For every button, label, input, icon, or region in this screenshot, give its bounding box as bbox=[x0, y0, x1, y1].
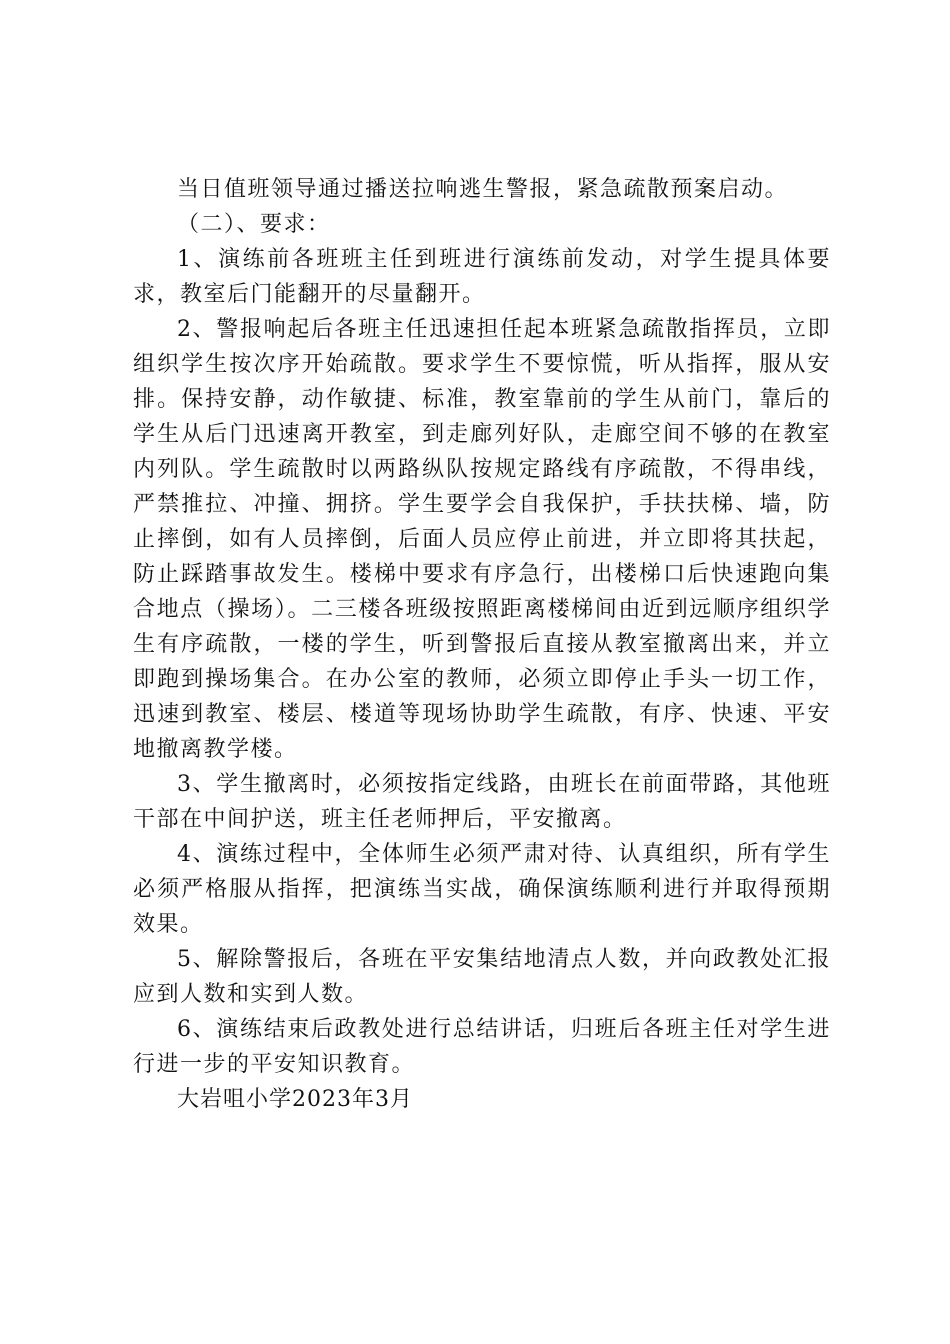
paragraph-requirement-2: 2、警报响起后各班主任迅速担任起本班紧急疏散指挥员，立即组织学生按次序开始疏散。要求学生不要惊慌，听从指挥，服从安排。保持安静，动作敏捷、标准，教室靠前的学生从前门，靠后的学生从后门迅速离开教室，到走廊列好队，走廊空间不够的在教室内列队。学生疏散时以两路纵队按规定路线有序疏散，不得串线，严禁推拉、冲撞、拥挤。学生要学会自我保护，手扶扶梯、墙，防止摔倒，如有人员摔倒，后面人员应停止前进，并立即将其扶起，防止踩踏事故发生。楼梯中要求有序急行，出楼梯口后快速跑向集合地点（操场）。二三楼各班级按照距离楼梯间由近到远顺序组织学生有序疏散，一楼的学生，听到警报后直接从教室撤离出来，并立即跑到操场集合。在办公室的教师，必须立即停止手头一切工作，迅速到教室、楼层、楼道等现场协助学生疏散，有序、快速、平安地撤离教学楼。 bbox=[133, 317, 831, 762]
paragraph-requirement-1: 1、演练前各班班主任到班进行演练前发动，对学生提具体要求，教室后门能翻开的尽量翻开。 bbox=[133, 247, 831, 307]
paragraph-alarm-start: 当日值班领导通过播送拉响逃生警报，紧急疏散预案启动。 bbox=[177, 177, 789, 202]
paragraph-requirement-3: 3、学生撤离时，必须按指定线路，由班长在前面带路，其他班干部在中间护送，班主任老师押后，平安撤离。 bbox=[133, 772, 831, 832]
paragraph-requirement-5: 5、解除警报后，各班在平安集结地清点人数，并向政教处汇报应到人数和实到人数。 bbox=[133, 947, 831, 1007]
paragraph-requirement-4: 4、演练过程中，全体师生必须严肃对待、认真组织，所有学生必须严格服从指挥，把演练当实战，确保演练顺利进行并取得预期效果。 bbox=[133, 842, 831, 937]
section-heading-requirements: （二）、要求： bbox=[177, 212, 331, 237]
signature-line: 大岩咀小学2023年3月 bbox=[177, 1087, 413, 1112]
document-body bbox=[133, 172, 831, 1117]
paragraph-requirement-6: 6、演练结束后政教处进行总结讲话，归班后各班主任对学生进行进一步的平安知识教育。 bbox=[133, 1017, 831, 1077]
